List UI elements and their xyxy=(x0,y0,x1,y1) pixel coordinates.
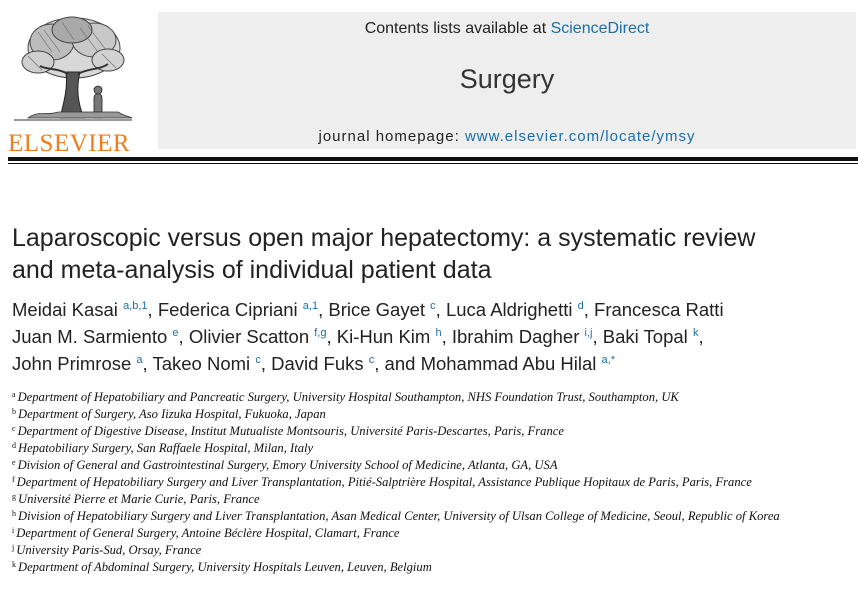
affiliation-item xyxy=(12,423,858,440)
author-separator: , xyxy=(142,353,153,374)
author-separator: , and xyxy=(374,353,421,374)
article-title xyxy=(12,222,858,286)
author-affiliation-ref[interactable]: f,g xyxy=(314,327,327,339)
affiliation-key: e xyxy=(12,458,16,467)
header-rule-thin xyxy=(8,163,858,164)
author-separator: , xyxy=(592,326,603,347)
affiliation-key: a xyxy=(12,390,16,399)
affiliation-text: Department of General Surgery, Antoine Béclère Hospital, Clamart, France xyxy=(16,526,400,540)
affiliation-key: d xyxy=(12,441,16,450)
affiliation-text: Hepatobiliary Surgery, San Raffaele Hospital, Milan, Italy xyxy=(18,441,314,455)
homepage-url-link[interactable]: www.elsevier.com/locate/ymsy xyxy=(464,128,696,145)
author-separator: , xyxy=(178,326,189,347)
author-affiliation-ref[interactable]: c xyxy=(430,300,436,312)
affiliation-key: j xyxy=(12,543,15,552)
author-name[interactable]: Ki-Hun Kim xyxy=(336,326,431,347)
journal-header xyxy=(158,12,856,149)
author-affiliation-ref[interactable]: d xyxy=(577,300,584,312)
author-name[interactable]: Takeo Nomi xyxy=(152,353,251,374)
author-affiliation-ref[interactable]: c xyxy=(255,354,261,366)
affiliation-key: f xyxy=(12,475,15,484)
author-line-1 xyxy=(12,296,858,323)
author-name[interactable]: David Fuks xyxy=(271,353,364,374)
author-separator: , xyxy=(698,326,704,347)
affiliation-item xyxy=(12,508,858,525)
author-name[interactable]: Baki Topal xyxy=(602,326,688,347)
affiliation-item xyxy=(12,457,858,474)
affiliation-text: University Paris-Sud, Orsay, France xyxy=(16,543,202,557)
affiliation-text: Division of General and Gastrointestinal Surgery, Emory University School of Medicine, Atlanta, GA, USA xyxy=(17,458,558,472)
elsevier-logo[interactable] xyxy=(8,12,138,157)
affiliation-key: h xyxy=(12,509,16,518)
author-name[interactable]: John Primrose xyxy=(12,353,132,374)
affiliation-text: Université Pierre et Marie Curie, Paris, France xyxy=(18,492,260,506)
journal-title[interactable]: Surgery xyxy=(459,64,555,94)
author-name[interactable]: Juan M. Sarmiento xyxy=(12,326,168,347)
author-affiliation-ref[interactable]: a,1 xyxy=(302,300,319,312)
author-name[interactable]: Mohammad Abu Hilal xyxy=(420,353,597,374)
author-affiliation-ref[interactable]: e xyxy=(172,327,179,339)
article-title-line-1: Laparoscopic versus open major hepatectomy: a systematic review xyxy=(12,224,756,252)
author-affiliation-ref[interactable]: i,j xyxy=(584,327,593,339)
author-affiliation-ref[interactable]: k xyxy=(692,327,699,339)
author-line-3 xyxy=(12,350,858,377)
affiliation-item xyxy=(12,406,858,423)
homepage-line xyxy=(158,128,856,145)
contents-line xyxy=(158,20,856,38)
affiliation-item xyxy=(12,542,858,559)
author-name[interactable]: Luca Aldrighetti xyxy=(445,299,573,320)
author-line-2 xyxy=(12,323,858,350)
elsevier-wordmark: ELSEVIER xyxy=(8,130,131,157)
author-name[interactable]: Francesca Ratti xyxy=(594,299,724,320)
affiliation-item xyxy=(12,474,858,491)
affiliation-text: Department of Abdominal Surgery, University Hospitals Leuven, Leuven, Belgium xyxy=(18,560,432,574)
affiliation-text: Department of Hepatobiliary and Pancreatic Surgery, University Hospital Southampton, NHS Foundation Trust, Southampton, UK xyxy=(17,390,679,404)
author-separator: , xyxy=(441,326,452,347)
affiliation-key: i xyxy=(12,526,15,535)
affiliation-text: Department of Surgery, Aso Iizuka Hospital, Fukuoka, Japan xyxy=(18,407,326,421)
author-separator: , xyxy=(318,299,329,320)
article-title-line-2: and meta-analysis of individual patient data xyxy=(12,256,492,284)
affiliation-item xyxy=(12,491,858,508)
author-name[interactable]: Federica Cipriani xyxy=(157,299,298,320)
author-name[interactable]: Brice Gayet xyxy=(328,299,426,320)
affiliation-item xyxy=(12,559,858,576)
affiliation-text: Division of Hepatobiliary Surgery and Liver Transplantation, Asan Medical Center, University of Ulsan College of Medicine, Seoul, Republic of Korea xyxy=(18,509,780,523)
author-name[interactable]: Meidai Kasai xyxy=(12,299,118,320)
affiliation-text: Department of Hepatobiliary Surgery and Liver Transplantation, Pitié-Salptrière Hospital, Assistance Publique Hopitaux de Paris, Paris, France xyxy=(16,475,752,489)
homepage-prefix: journal homepage: xyxy=(318,128,465,145)
author-affiliation-ref[interactable]: a xyxy=(136,354,143,366)
author-separator: , xyxy=(583,299,595,320)
author-name[interactable]: Ibrahim Dagher xyxy=(451,326,580,347)
author-separator: , xyxy=(260,353,272,374)
affiliation-key: g xyxy=(12,492,16,501)
author-affiliation-ref[interactable]: a,* xyxy=(601,354,616,366)
affiliation-item xyxy=(12,389,858,406)
author-affiliation-ref[interactable]: a,b,1 xyxy=(123,300,148,312)
author-separator: , xyxy=(435,299,446,320)
affiliation-list xyxy=(12,389,858,576)
author-separator: , xyxy=(326,326,337,347)
sciencedirect-link[interactable]: ScienceDirect xyxy=(550,20,650,37)
elsevier-tree-icon xyxy=(8,12,138,130)
affiliation-key: c xyxy=(12,424,16,433)
header-rule-thick xyxy=(8,157,858,161)
author-name[interactable]: Olivier Scatton xyxy=(188,326,310,347)
affiliation-item xyxy=(12,440,858,457)
affiliation-key: b xyxy=(12,407,16,416)
contents-prefix: Contents lists available at xyxy=(364,20,551,37)
affiliation-key: k xyxy=(12,560,16,569)
affiliation-text: Department of Digestive Disease, Institut Mutualiste Montsouris, Université Paris-Descartes, Paris, France xyxy=(17,424,564,438)
affiliation-item xyxy=(12,525,858,542)
author-list xyxy=(12,296,858,377)
author-separator: , xyxy=(147,299,158,320)
author-affiliation-ref[interactable]: c xyxy=(368,354,375,366)
author-affiliation-ref[interactable]: h xyxy=(435,327,442,339)
